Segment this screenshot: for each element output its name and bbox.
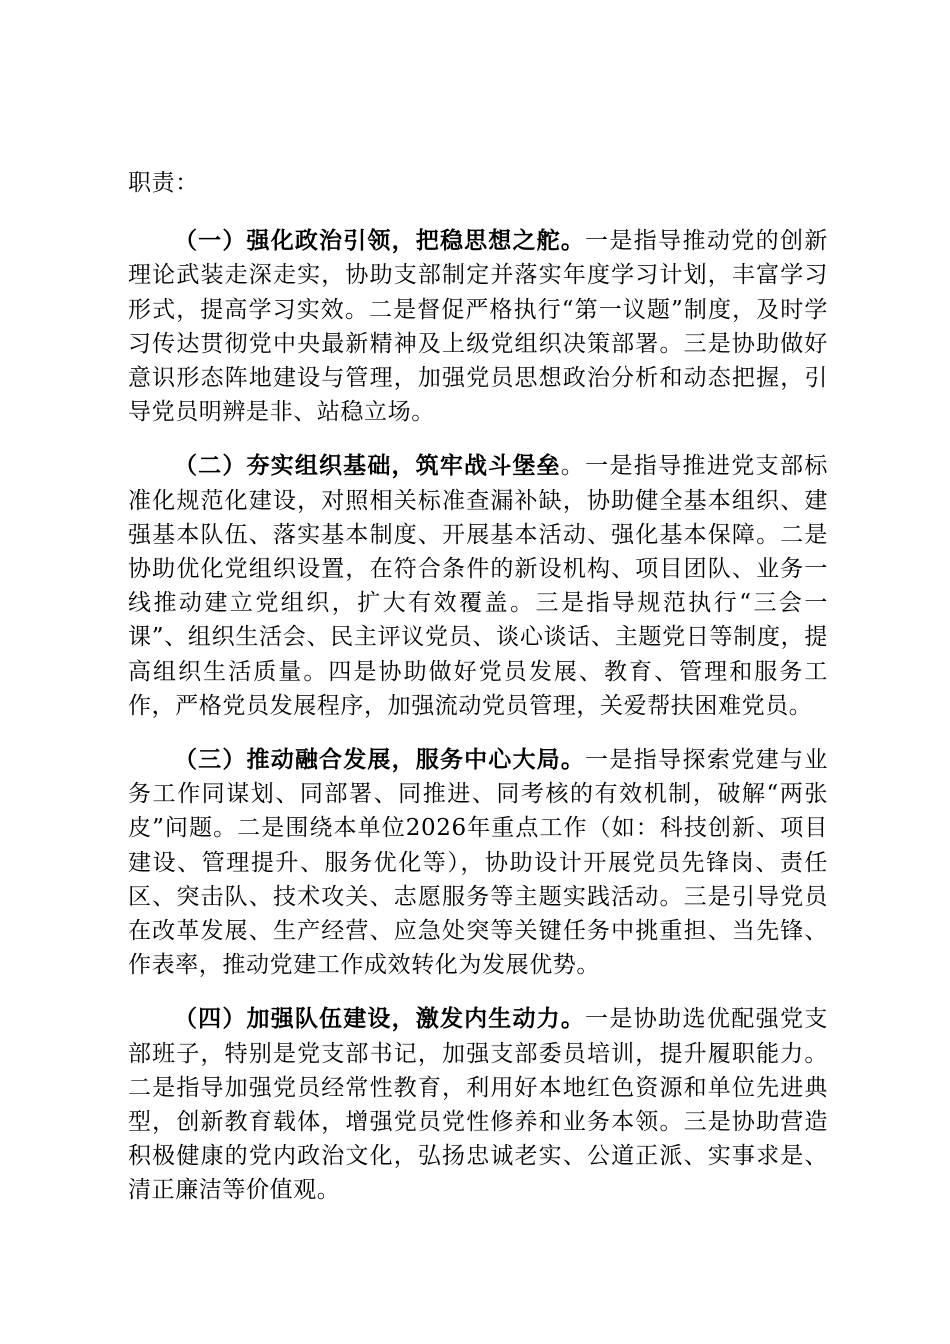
section-1 (128, 224, 828, 429)
section-3-heading: （三）推动融合发展，服务中心大局。 (174, 747, 585, 774)
section-2 (128, 449, 828, 723)
section-4-heading: （四）加强队伍建设，激发内生动力。 (174, 1006, 585, 1033)
lead-text: 职责： (128, 170, 199, 196)
section-3 (128, 743, 828, 982)
section-4-body: 一是协助选优配强党支部班子，特别是党支部书记，加强支部委员培训，提升履职能力。二是指导加强党员经常性教育，利用好本地红色资源和单位先进典型，创新教育载体，增强党员党性修养和业务本领。三是协助营造积极健康的党内政治文化，弘扬忠诚老实、公道正派、实事求是、清正廉洁等价值观。 (128, 1006, 828, 1204)
section-1-body: 一是指导推动党的创新理论武装走深走实，协助支部制定并落实年度学习计划，丰富学习形式，提高学习实效。二是督促严格执行“第一议题”制度，及时学习传达贯彻党中央最新精神及上级党组织决策部署。三是协助做好意识形态阵地建设与管理，加强党员思想政治分析和动态把握，引导党员明辨是非、站稳立场。 (128, 228, 828, 426)
section-4 (128, 1002, 828, 1207)
section-3-body: 一是指导探索党建与业务工作同谋划、同部署、同推进、同考核的有效机制，破解“两张皮”问题。二是围绕本单位2026年重点工作（如：科技创新、项目建设、管理提升、服务优化等），协助设计开展党员先锋岗、责任区、突击队、技术攻关、志愿服务等主题实践活动。三是引导党员在改革发展、生产经营、应急处突等关键任务中挑重担、当先锋、作表率，推动党建工作成效转化为发展优势。 (128, 747, 828, 979)
document-body (128, 166, 828, 1228)
section-2-body: 。一是指导推进党支部标准化规范化建设，对照相关标准查漏补缺，协助健全基本组织、建强基本队伍、落实基本制度、开展基本活动、强化基本保障。二是协助优化党组织设置，在符合条件的新设机构、项目团队、业务一线推动建立党组织，扩大有效覆盖。三是指导规范执行“三会一课”、组织生活会、民主评议党员、谈心谈话、主题党日等制度，提高组织生活质量。四是协助做好党员发展、教育、管理和服务工作，严格党员发展程序，加强流动党员管理，关爱帮扶困难党员。 (128, 453, 828, 719)
section-2-heading: （二）夯实组织基础，筑牢战斗堡垒 (174, 453, 561, 480)
section-1-heading: （一）强化政治引领，把稳思想之舵。 (174, 228, 585, 255)
